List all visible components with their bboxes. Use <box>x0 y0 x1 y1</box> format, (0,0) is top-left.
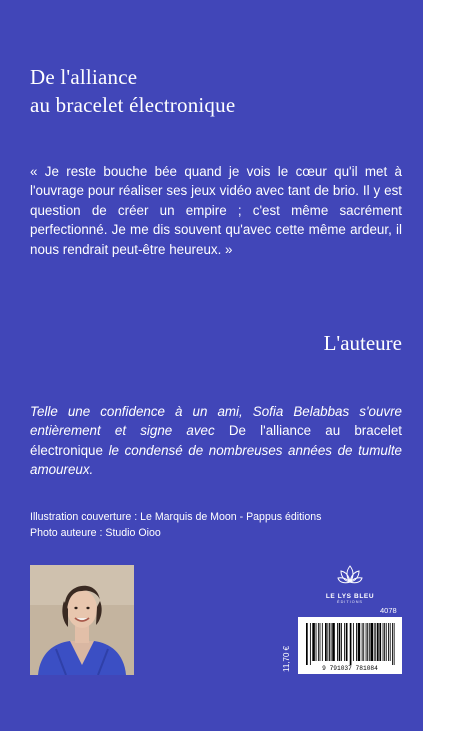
barcode-bar <box>339 623 341 661</box>
barcode-bar <box>370 623 373 661</box>
barcode-bar <box>390 623 391 661</box>
barcode-bar <box>310 623 311 665</box>
barcode-bar <box>356 623 357 661</box>
barcode-bar <box>374 623 375 661</box>
isbn-barcode <box>298 617 402 674</box>
barcode-bar <box>384 623 385 661</box>
bio-part-1: Telle une confidence à un ami, Sofia Belabbas s'ouvre entièrement et signe avec <box>30 404 402 439</box>
barcode-bar <box>325 623 327 661</box>
credit-illustration: Illustration couverture : Le Marquis de Moon - Pappus éditions <box>30 511 322 523</box>
page-margin <box>423 0 450 731</box>
credits <box>30 510 321 541</box>
barcode-bar <box>386 623 387 661</box>
bio-part-2: le condensé de nombreuses années de tumulte amoureux. <box>30 442 402 478</box>
barcode-bar <box>346 623 348 661</box>
barcode-bar <box>388 623 389 661</box>
barcode-bar <box>392 623 393 665</box>
title-line-2: au bracelet électronique <box>30 93 236 117</box>
lotus-icon <box>337 563 363 587</box>
isbn-digits: 9 791037 781084 <box>322 665 378 672</box>
barcode-bar <box>337 623 338 661</box>
barcode-bar <box>312 623 315 661</box>
barcode-bar <box>377 623 379 661</box>
price-label: 11,70 € <box>282 645 291 672</box>
credit-photo: Photo auteure : Studio Oioo <box>30 526 161 539</box>
barcode-bar <box>327 623 328 661</box>
publisher-logo <box>318 563 382 604</box>
book-title <box>30 63 235 119</box>
barcode-bar <box>332 623 335 661</box>
barcode-bar <box>363 623 364 661</box>
author-heading: L'auteure <box>323 331 402 355</box>
publisher-name: LE LYS BLEU <box>325 593 375 600</box>
barcode-bar <box>362 623 363 661</box>
author-bio <box>30 402 402 480</box>
barcode-bar <box>320 623 321 661</box>
barcode-graphic <box>298 617 402 674</box>
barcode-bar <box>394 623 395 665</box>
barcode-bar <box>316 623 317 661</box>
barcode-bar <box>318 623 319 661</box>
barcode-bar <box>367 623 368 661</box>
publisher-subtitle: ÉDITIONS <box>337 600 363 604</box>
barcode-bar <box>383 623 384 661</box>
barcode-bar <box>344 623 345 661</box>
barcode-bar <box>358 623 361 661</box>
barcode-bar <box>379 623 381 661</box>
barcode-bar <box>375 623 376 661</box>
barcode-bar <box>341 623 342 661</box>
bio-book-title: De l'alliance au bracelet électronique <box>30 423 402 458</box>
author-portrait-illustration <box>30 565 134 675</box>
author-photo <box>30 565 134 675</box>
barcode-bar <box>369 623 370 661</box>
barcode-bar <box>366 623 367 661</box>
title-line-1: De l'alliance <box>30 65 138 89</box>
excerpt-quote: « Je reste bouche bée quand je vois le cœur qu'il met à l'ouvrage pour réaliser ses jeux vidéo avec tant de brio. Il y est question de créer un empire ; c'est même sacrément perfectionné. Je me dis souvent qu'avec cette même ardeur, il nous rendrait peut-être heureux. » <box>30 164 402 257</box>
barcode-bar <box>350 623 352 665</box>
barcode-bar <box>331 623 332 661</box>
barcode-bar <box>353 623 354 661</box>
product-code: 4078 <box>380 606 397 615</box>
barcode-bar <box>329 623 330 661</box>
barcode-bar <box>322 623 323 661</box>
barcode-bar <box>306 623 308 665</box>
